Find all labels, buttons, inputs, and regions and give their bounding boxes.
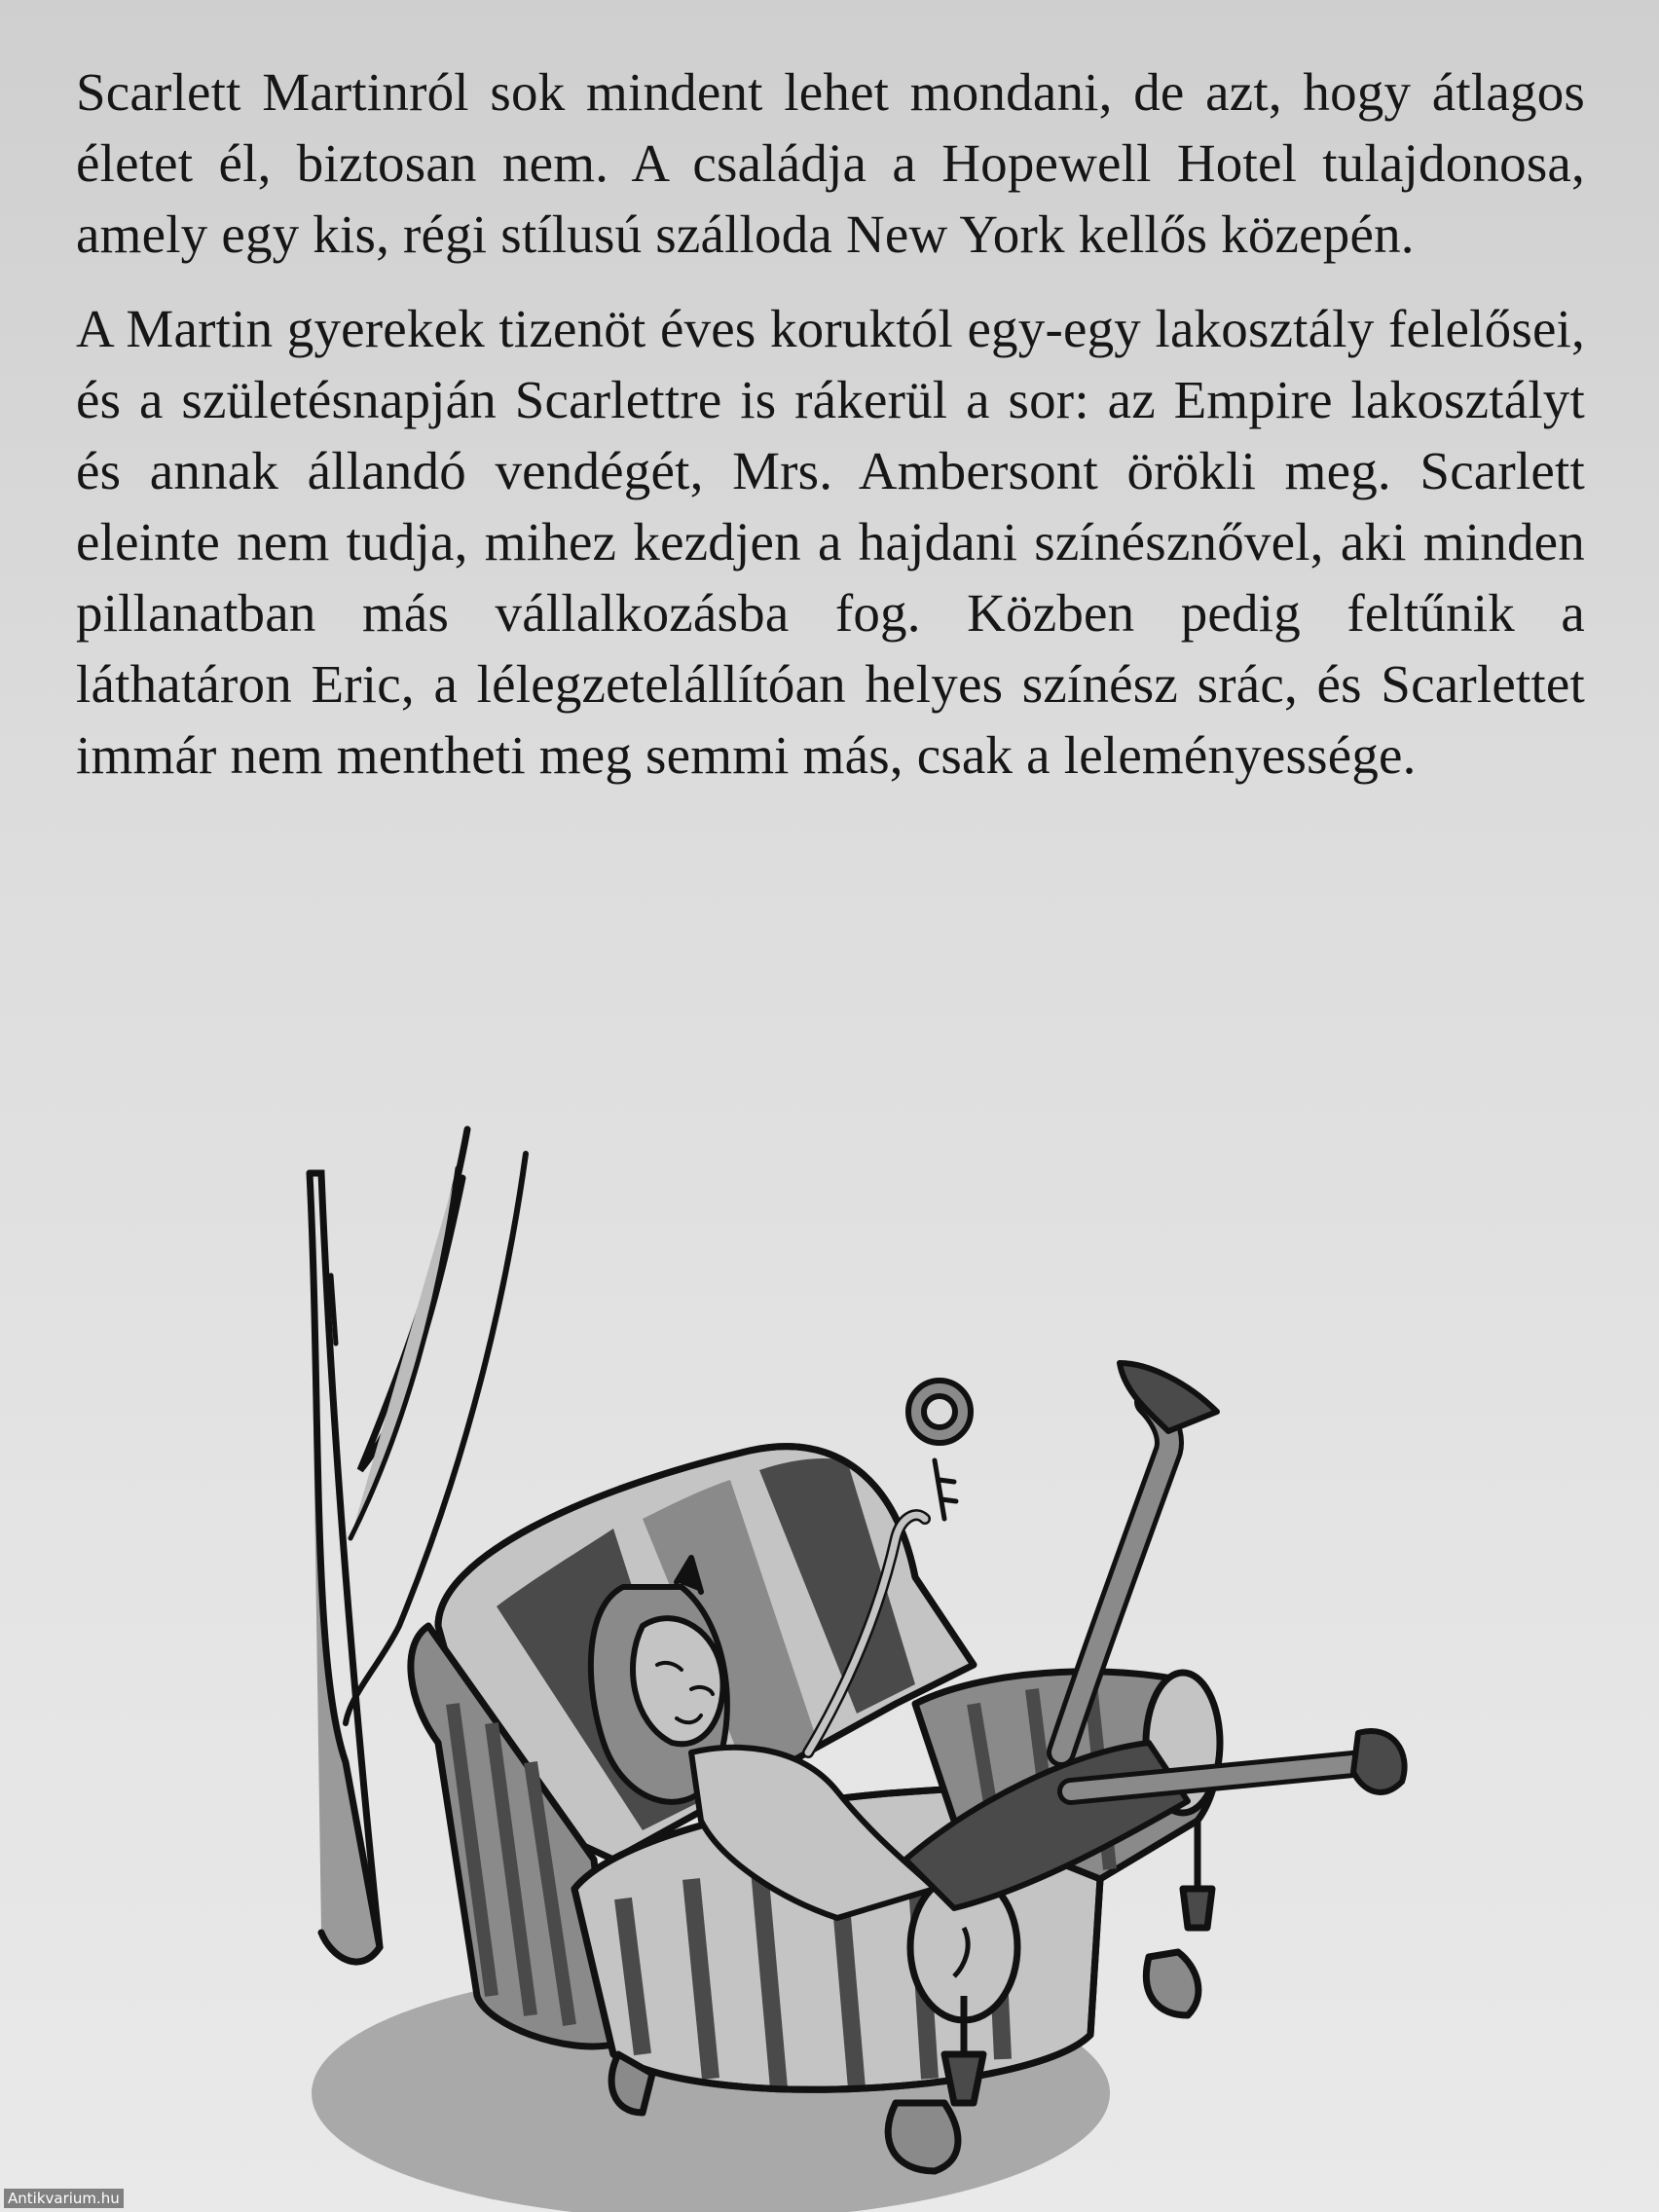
blurb-text — [76, 56, 1585, 791]
blurb-paragraph-2: A Martin gyerekek tizenöt éves koruktól egy-egy lakosztály felelősei, és a születésnapján Scarlettre is rákerül a sor: az Empire lakosztályt és annak állandó vendégét, Mrs. Ambersont örökli meg. Scarlett eleinte nem tudja, mihez kezdjen a hajdani színésznővel, aki minden pillanatban más vállalkozásba fog. Közben pedig feltűnik a láthatáron Eric, a lélegzetelállítóan helyes színész srác, és Scarlettet immár nem mentheti meg semmi más, csak a leleményessége. — [76, 299, 1585, 785]
blurb-paragraph-1: Scarlett Martinról sok mindent lehet mondani, de azt, hogy átlagos életet él, biztosan nem. A családja a Hopewell Hotel tulajdonosa, amely egy kis, régi stílusú szálloda New York kellős közepén. — [76, 62, 1585, 264]
girl — [591, 1363, 1405, 1918]
watermark: Antikvarium.hu — [4, 2189, 124, 2208]
girl-in-armchair-illustration — [292, 1120, 1441, 2212]
